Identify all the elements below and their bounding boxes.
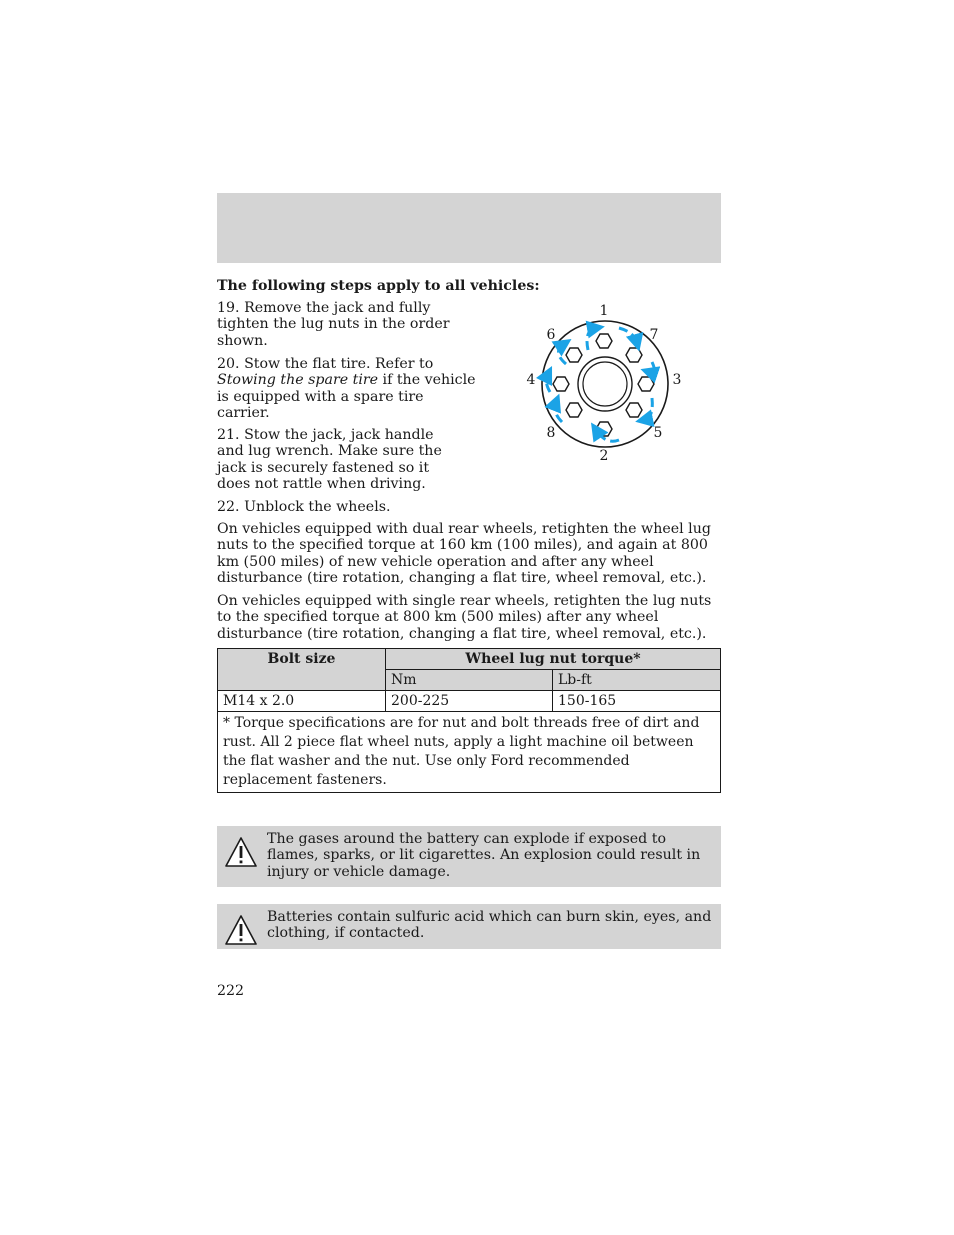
stowing-spare-tire-reference: Stowing the spare tire — [217, 372, 379, 389]
cell-bolt-size: M14 x 2.0 — [218, 691, 386, 712]
warning-text-acid: Batteries contain sulfuric acid which can burn skin, eyes, and clothing, if contacted. — [267, 909, 712, 942]
order-label-4: 4 — [526, 372, 536, 388]
order-label-2: 2 — [599, 448, 609, 464]
header-band — [217, 193, 721, 263]
warning-triangle-icon — [224, 835, 258, 869]
lug-nut — [626, 403, 642, 417]
step-22: 22. Unblock the wheels. — [217, 499, 391, 515]
lug-nut — [553, 377, 569, 391]
wheel-hub-inner — [583, 362, 627, 406]
order-label-8: 8 — [546, 425, 556, 441]
step-20: 20. Stow the flat tire. Refer to Stowing the spare tire if the vehicle is equipped with a spare tire carrier. — [217, 356, 476, 422]
step-19: 19. Remove the jack and fully tighten the lug nuts in the order shown. — [217, 300, 450, 349]
warning-box-acid — [217, 904, 721, 949]
warning-text-explosion: The gases around the battery can explode if exposed to flames, sparks, or lit cigarettes. An explosion could result in injury or vehicle damage. — [267, 831, 701, 880]
paragraph-single-rear-wheels: On vehicles equipped with single rear wheels, retighten the lug nuts to the specified torque at 800 km (500 miles) after any wheel disturbance (tire rotation, changing a flat tire, wheel removal, etc.). — [217, 593, 712, 642]
order-label-3: 3 — [672, 372, 682, 388]
lug-nut — [596, 422, 612, 436]
header-bolt-size: Bolt size — [218, 649, 386, 691]
step-21: 21. Stow the jack, jack handle and lug wrench. Make sure the jack is securely fastened so it does not rattle when driving. — [217, 427, 442, 493]
header-wheel-lug-nut-torque: Wheel lug nut torque* — [386, 649, 721, 670]
cell-lbft: 150-165 — [553, 691, 721, 712]
lug-nut — [566, 403, 582, 417]
lug-nut — [596, 334, 612, 348]
table-row — [218, 691, 721, 712]
warning-box-explosion — [217, 826, 721, 887]
order-label-1: 1 — [599, 303, 609, 319]
warning-triangle-icon — [224, 913, 258, 947]
table-footnote: * Torque specifications are for nut and bolt threads free of dirt and rust. All 2 piece flat wheel nuts, apply a light machine oil between the flat washer and the nut. Use only Ford recommended replacement fasteners. — [218, 712, 721, 793]
subheader-lbft: Lb-ft — [553, 670, 721, 691]
lug-nut — [638, 377, 654, 391]
lug-nut-order-diagram — [524, 300, 688, 466]
steps-heading: The following steps apply to all vehicles: — [217, 278, 540, 294]
paragraph-dual-rear-wheels: On vehicles equipped with dual rear wheels, retighten the wheel lug nuts to the specified torque at 160 km (100 miles), and again at 800 km (500 miles) of new vehicle operation and after any wheel disturbance (tire rotation, changing a flat tire, wheel removal, etc.). — [217, 521, 711, 587]
order-label-7: 7 — [649, 327, 659, 343]
page-number: 222 — [217, 983, 245, 999]
subheader-nm: Nm — [386, 670, 553, 691]
lug-nut — [626, 348, 642, 362]
order-label-6: 6 — [546, 327, 556, 343]
lug-nut — [566, 348, 582, 362]
torque-table — [217, 648, 721, 793]
order-label-5: 5 — [653, 425, 663, 441]
cell-nm: 200-225 — [386, 691, 553, 712]
